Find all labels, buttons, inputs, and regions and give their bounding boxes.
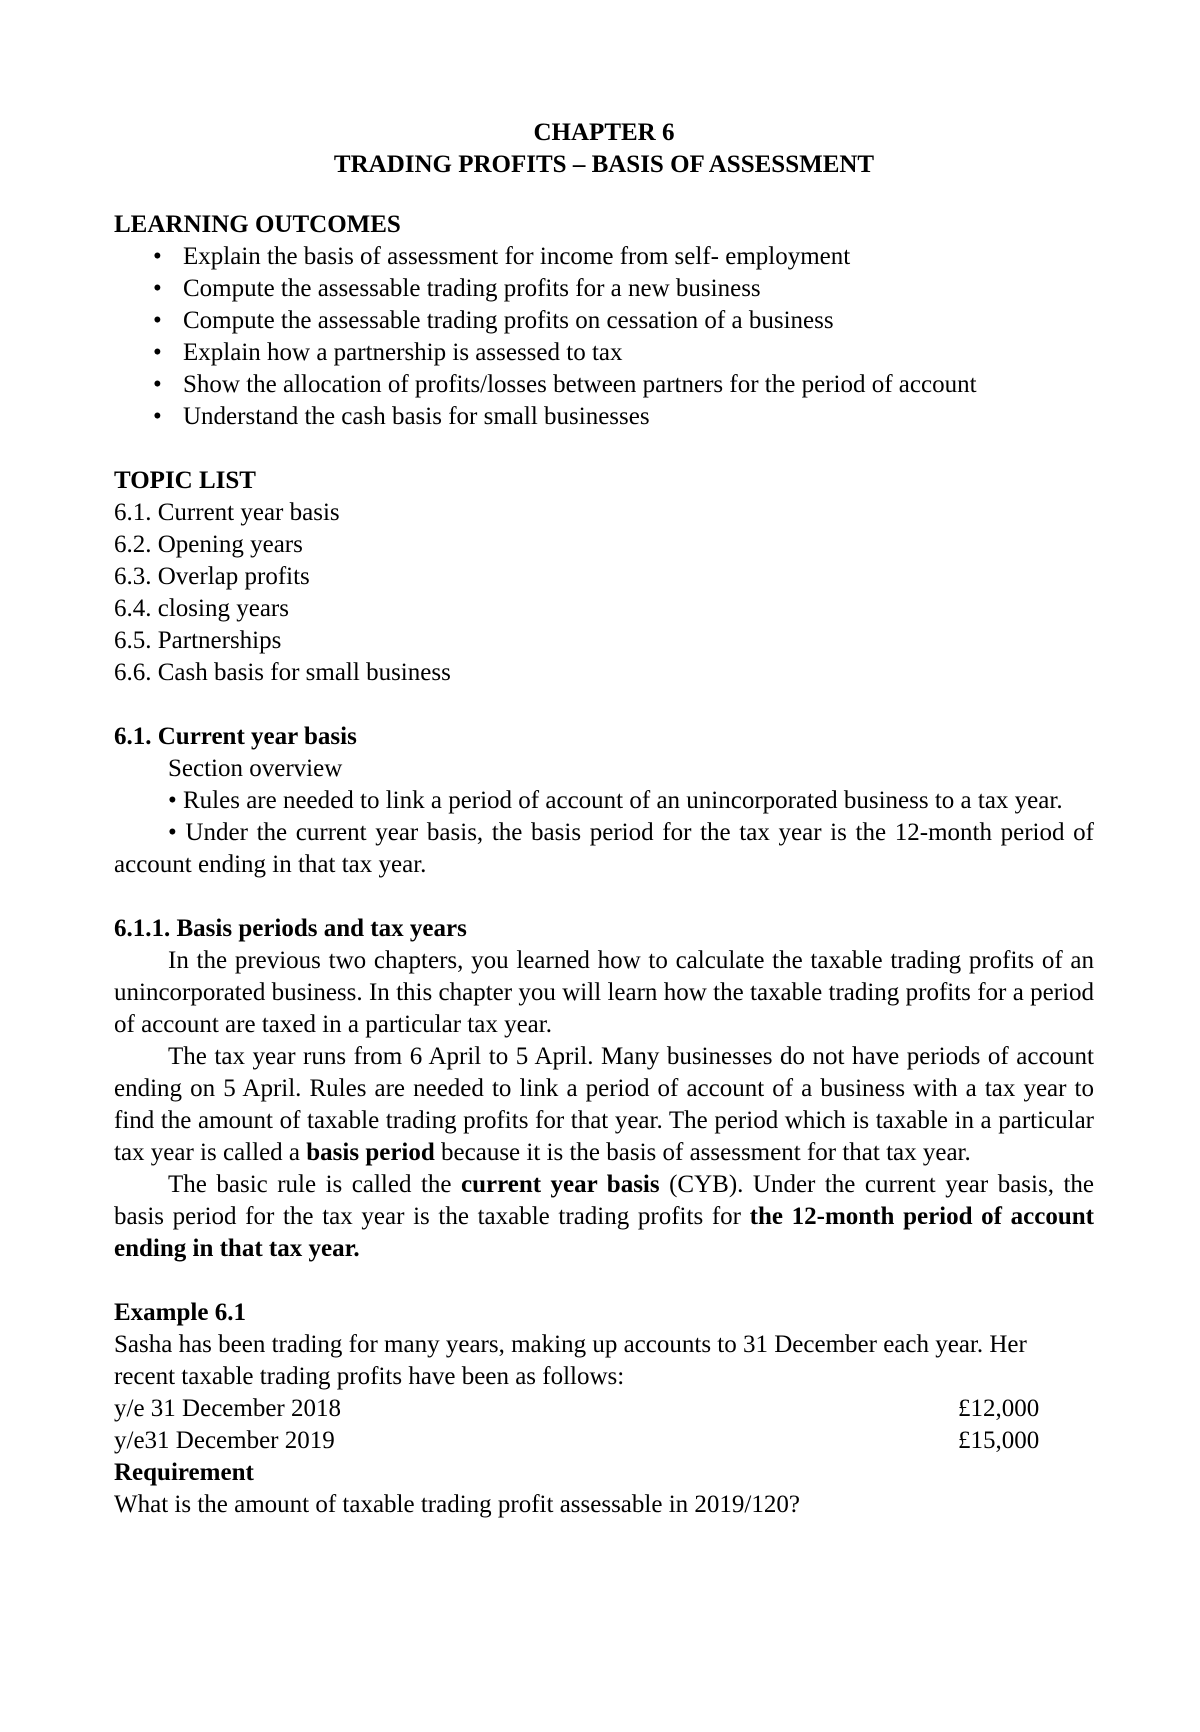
topic-item: 6.1. Current year basis bbox=[114, 499, 340, 526]
learning-outcomes-list bbox=[114, 241, 1094, 433]
paragraph: In the previous two chapters, you learned how to calculate the taxable trading profits of an unincorporated business. In this chapter you will learn how the taxable trading profits for a period of account are taxed in a particular tax year. bbox=[114, 947, 1094, 1038]
list-item: • Show the allocation of profits/losses between partners for the period of account bbox=[114, 369, 1094, 401]
list-item: • Explain the basis of assessment for income from self- employment bbox=[114, 241, 1094, 273]
requirement-text: What is the amount of taxable trading profit assessable in 2019/120? bbox=[114, 1491, 800, 1518]
bold-term: current year basis bbox=[460, 1171, 660, 1198]
section-6-1-heading: 6.1. Current year basis bbox=[114, 723, 357, 750]
requirement-heading: Requirement bbox=[114, 1459, 254, 1486]
topic-item: 6.4. closing years bbox=[114, 595, 289, 622]
list-item: • Compute the assessable trading profits on cessation of a business bbox=[114, 305, 1094, 337]
row-label: y/e31 December 2019 bbox=[114, 1427, 335, 1454]
paragraph bbox=[114, 1041, 1094, 1169]
text-run: (CYB). Under the current year basis, the basis period for the tax year is the taxable trading profits for bbox=[114, 1171, 1094, 1230]
row-label: y/e 31 December 2018 bbox=[114, 1395, 342, 1422]
topic-item: 6.2. Opening years bbox=[114, 531, 303, 558]
row-amount: £15,000 bbox=[958, 1427, 1040, 1454]
chapter-number: CHAPTER 6 bbox=[533, 119, 675, 146]
list-item: • Compute the assessable trading profits for a new business bbox=[114, 273, 1094, 305]
bold-term: the 12-month period of account ending in that tax year. bbox=[114, 1203, 1094, 1262]
topic-item: 6.3. Overlap profits bbox=[114, 563, 310, 590]
document-page bbox=[114, 0, 1094, 1521]
text-run: because it is the basis of assessment for that tax year. bbox=[434, 1139, 971, 1166]
section-6-1-1 bbox=[114, 913, 1094, 1265]
section-overview-label: Section overview bbox=[168, 755, 343, 782]
table-row bbox=[114, 1425, 1094, 1457]
example-section bbox=[114, 1297, 1094, 1521]
example-heading: Example 6.1 bbox=[114, 1299, 246, 1326]
list-item: • Understand the cash basis for small businesses bbox=[114, 401, 1094, 433]
paragraph bbox=[114, 1169, 1094, 1265]
topic-item: 6.5. Partnerships bbox=[114, 627, 282, 654]
text-run: The basic rule is called the bbox=[168, 1171, 461, 1198]
chapter-title: TRADING PROFITS – BASIS OF ASSESSMENT bbox=[333, 151, 875, 178]
section-6-1-1-heading: 6.1.1. Basis periods and tax years bbox=[114, 915, 467, 942]
overview-bullet: • Under the current year basis, the basis period for the tax year is the 12-month period of account ending in that tax year. bbox=[114, 819, 1094, 878]
chapter-heading bbox=[114, 117, 1094, 181]
text-run: The tax year runs from 6 April to 5 April. Many businesses do not have periods of account ending on 5 April. Rules are needed to link a period of account of a business with a tax year to find the amount of taxable trading profits for that year. The period which is taxable in a particular tax year is called a bbox=[114, 1043, 1094, 1166]
learning-outcomes-heading: LEARNING OUTCOMES bbox=[114, 211, 401, 238]
list-item: • Explain how a partnership is assessed to tax bbox=[114, 337, 1094, 369]
section-6-1 bbox=[114, 721, 1094, 881]
topic-list-section bbox=[114, 465, 1094, 689]
row-amount: £12,000 bbox=[958, 1395, 1040, 1422]
table-row bbox=[114, 1393, 1094, 1425]
learning-outcomes-section bbox=[114, 209, 1094, 433]
example-intro: Sasha has been trading for many years, making up accounts to 31 December each year. Her recent taxable trading profits have been as follows: bbox=[114, 1331, 1027, 1390]
overview-bullet: • Rules are needed to link a period of account of an unincorporated business to a tax year. bbox=[168, 787, 1063, 814]
topic-item: 6.6. Cash basis for small business bbox=[114, 659, 451, 686]
topic-list-heading: TOPIC LIST bbox=[114, 467, 256, 494]
bold-term: basis period bbox=[306, 1139, 435, 1166]
